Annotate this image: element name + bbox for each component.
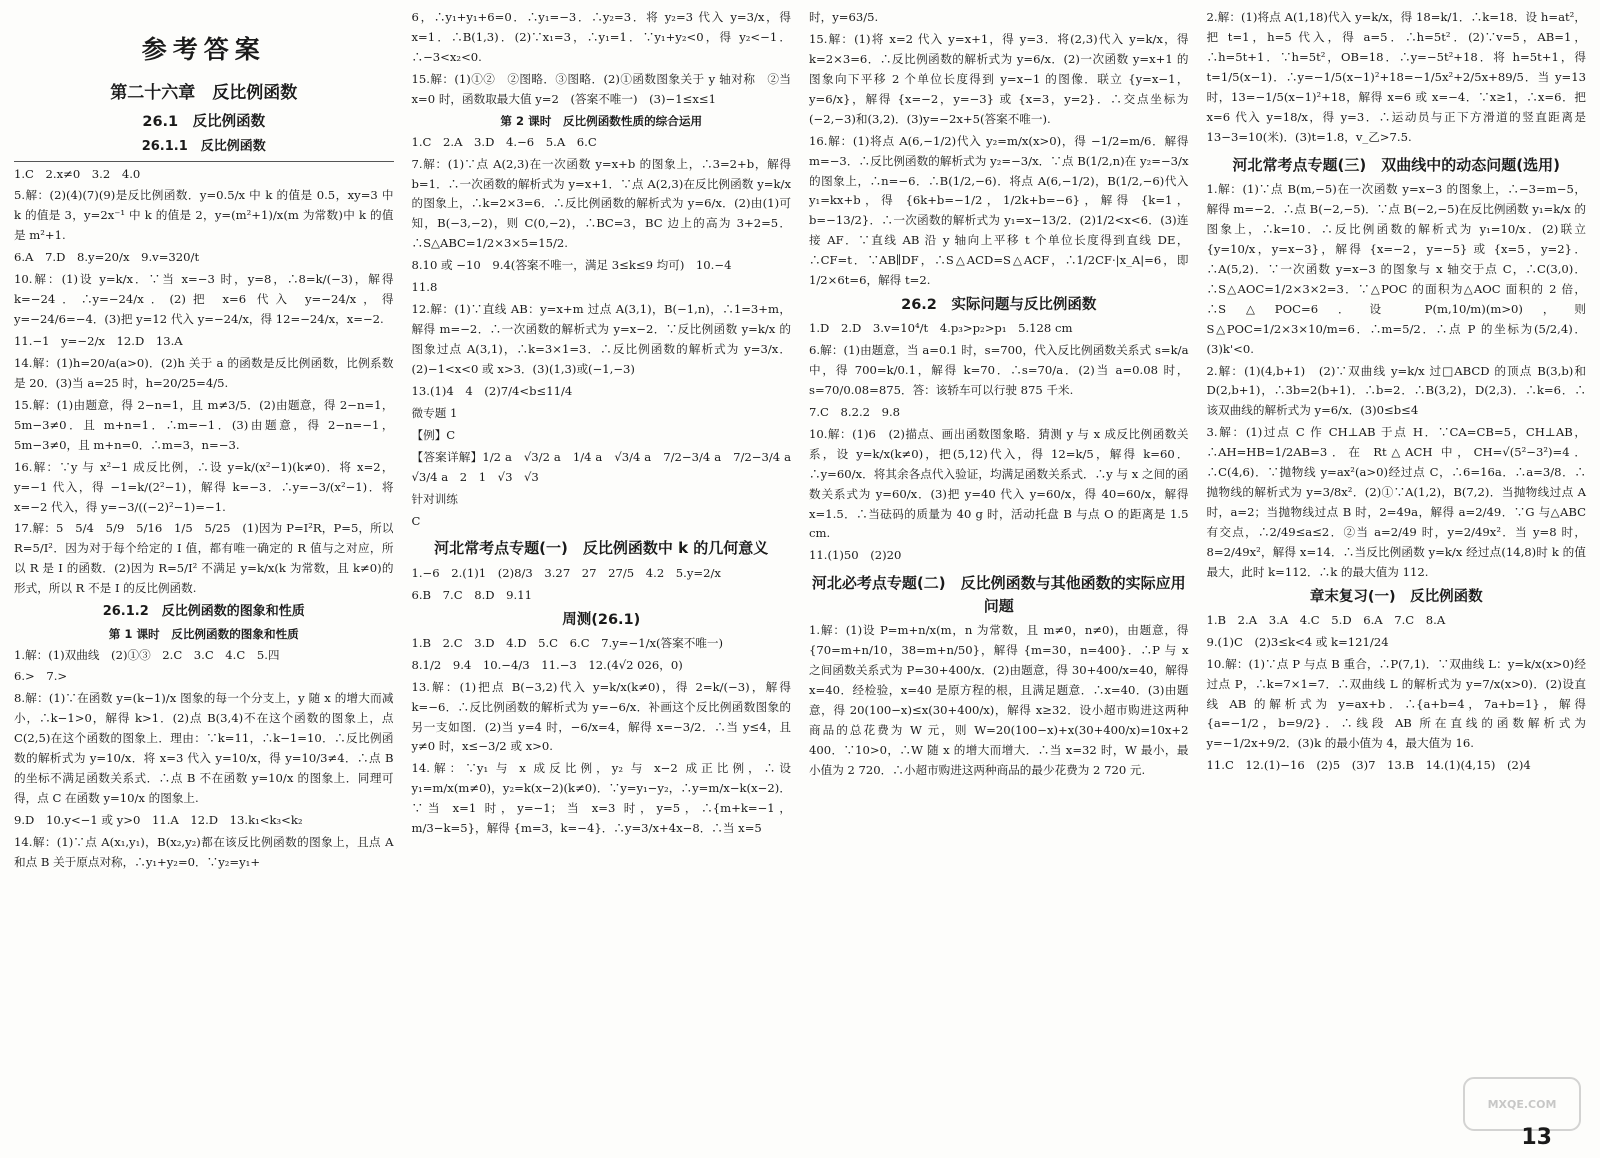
- answer-item: 14.解：(1)h=20/a(a>0)．(2)h 关于 a 的函数是反比例函数，比例系数是 20．(3)当 a=25 时，h=20/25=4/5.: [14, 355, 394, 390]
- answer-item: 针对训练: [411, 491, 458, 506]
- answer-item: 17.解：5 5/4 5/9 5/16 1/5 5/25 (1)因为 P=I²R，P=5，所以 R=5/I²．因为对于每个给定的 I 值，都有唯一确定的 R 值与之对应，所以 R 是 I 的函数．(2)因为 R=5/I² 不满足 y=k/x(k 为常数，且 k≠0)的形式，所以 R 不是 I 的反比例函数.: [14, 521, 398, 596]
- page-title: 参考答案: [141, 35, 266, 64]
- answer-item: 1.D 2.D 3.v=10⁴/t 4.p₃>p₂>p₁ 5.128 cm: [809, 321, 1073, 336]
- answer-item: 11.C 12.(1)−16 (2)5 (3)7 13.B 14.(1)(4,15) (2)4: [1206, 758, 1531, 773]
- answer-item: 15.解：(1)将 x=2 代入 y=x+1，得 y=3．将(2,3)代入 y=k/x，得 k=2×3=6．∴反比例函数的解析式为 y=6/x．(2)一次函数 y=x+1 的图象向下平移 2 个单位长度得到 y=x−1 的图像．联立 {y=x−1，y=6/x}，解得 {x=−2，y=−3} 或 {x=3，y=2}．∴交点坐标为(−2,−3)和(3,2)．(3)y=−2x+5(答案不唯一).: [809, 31, 1193, 126]
- answer-item: 1.B 2.A 3.A 4.C 5.D 6.A 7.C 8.A: [1206, 612, 1446, 627]
- answer-item: 7.解：(1)∵点 A(2,3)在一次函数 y=x+b 的图象上，∴3=2+b，解得 b=1．∴一次函数的解析式为 y=x+1．∵点 A(2,3)在反比例函数 y=k/x 的图象上，∴k=2×3=6．∴反比例函数的解析式为 y=6/x．(2)由(1)可知，B(−3,−2)，则 C(0,−2)，∴BC=3，BC 边上的高为 3+2=5．∴S△ABC=1/2×3×5=15/2.: [411, 156, 795, 251]
- answer-item: 3.解：(1)过点 C 作 CH⊥AB 于点 H．∵CA=CB=5，CH⊥AB，∴AH=HB=1/2AB=3．在 Rt△ACH 中，CH=√(5²−3²)=4．∴C(4,6)．∵抛物线 y=ax²(a>0)经过点 C，∴6=16a．∴a=3/8．∴抛物线的解析式为 y=3/8x²．(2)①∵A(1,2)，B(7,2)．当抛物线过点 A 时，a=2；当抛物线过点 B 时，2=49a，解得 a=2/49．∵G 与△ABC 有交点，∴2/49≤a≤2．②当 a=2/49 时，y=2/49x²．当 y=8 时，8=2/49x²，解得 x=14．∴当反比例函数 y=k/x 经过点(14,8)时 k 的值最大，此时 k=112．∴k 的最大值为 112.: [1206, 425, 1590, 579]
- answer-item: 8.10 或 −10 9.4(答案不唯一，满足 3≤k≤9 均可) 10.−4: [411, 258, 732, 273]
- answer-list: [14, 646, 398, 873]
- answer-list: [412, 564, 792, 606]
- answer-item: 2.解：(1)将点 A(1,18)代入 y=k/x，得 18=k/1．∴k=18．设 h=at²，把 t=1，h=5 代入，得 a=5．∴h=5t²．(2)∵v=5，AB=1，∴h=5t+1．∵h=5t²，OB=18．∴y=−5t²+18．将 h=5t+1，得 t=1/5(x−1)．∴y=−1/5(x−1)²+18=−1/5x²+2/5x+89/5．当 y=13 时，13=−1/5(x−1)²+18，解得 x=6 或 x=−4．∵x≥1，∴x=6．把 x=6 代入 y=18/x，得 y=3．∴运动员与正下方滑道的竖直距离是 13−3=10(米)．(3)t=1.8，v_乙>7.5.: [1206, 10, 1590, 144]
- special-topic-heading-3: 河北常考点专题(三) 双曲线中的动态问题(选用): [1232, 155, 1560, 174]
- weekly-test-heading: 周测(26.1): [562, 611, 641, 628]
- column-1: [14, 8, 398, 1134]
- answer-list: [411, 634, 795, 839]
- chapter-review-heading: 章末复习(一) 反比例函数: [1309, 588, 1483, 605]
- answer-list: [809, 8, 1193, 291]
- answer-item: 微专题 1: [411, 405, 458, 420]
- answer-item: 1.C 2.A 3.D 4.−6 5.A 6.C: [411, 134, 597, 149]
- answer-item: 1.B 2.C 3.D 4.D 5.C 6.C 7.y=−1/x(答案不唯一): [411, 635, 724, 650]
- answer-item: 8.1/2 9.4 10.−4/3 11.−3 12.(4√2 026，0): [411, 657, 683, 672]
- answer-item: 11.−1 y=−2/x 12.D 13.A: [14, 334, 183, 349]
- answer-item: 10.解：(1)∵点 P 与点 B 重合，∴P(7,1)．∵双曲线 L：y=k/x(x>0)经过点 P，∴k=7×1=7．∴双曲线 L 的解析式为 y=7/x(x>0)．(2)设直线 AB 的解析式为 y=ax+b．∴{a+b=4，7a+b=1}，解得 {a=−1/2，b=9/2}．∴线段 AB 所在直线的函数解析式为 y=−1/2x+9/2．(3)k 的最小值为 4，最大值为 16.: [1206, 656, 1590, 751]
- answer-list: [1206, 611, 1590, 777]
- answer-list: [14, 165, 398, 600]
- answer-list: [411, 133, 803, 532]
- answer-item: 16.解：∵y 与 x²−1 成反比例，∴设 y=k/(x²−1)(k≠0)．将 x=2，y=−1 代入，得 −1=k/(2²−1)，解得 k=−3．∴y=−3/(x²−1)．将 x=−2 代入，得 y=−3/((−2)²−1)=−1.: [14, 459, 398, 514]
- section-heading-26-2: 26.2 实际问题与反比例函数: [901, 297, 1097, 314]
- answer-list: [411, 8, 795, 110]
- chapter-title: 第二十六章 反比例函数: [110, 83, 298, 103]
- answer-item: 【例】C: [411, 427, 456, 442]
- answer-item: 6.A 7.D 8.y=20/x 9.v=320/t: [14, 250, 200, 265]
- answer-item: 11.(1)50 (2)20: [809, 548, 902, 563]
- answer-item: C: [411, 513, 421, 528]
- section-heading-26-1: 26.1 反比例函数: [142, 114, 266, 131]
- answer-item: 6，∴y₁+y₁+6=0．∴y₁=−3．∴y₂=3．将 y₂=3 代入 y=3/x，得 x=1．∴B(1,3)．(2)∵x₁=3，∴y₁=1．∵y₁+y₂<0，得 y₂<−1．∴−3<x₂<0.: [411, 10, 795, 64]
- answer-item: 12.解：(1)∵直线 AB：y=x+m 过点 A(3,1)，B(−1,n)，∴1=3+m，解得 m=−2．∴一次函数的解析式为 y=x−2．∵反比例函数 y=k/x 的图象过点 A(3,1)，∴k=3×1=3．∴反比例函数的解析式为 y=3/x．(2)−1<x<0 或 x>3．(3)(1,3)或(−1,−3): [411, 302, 791, 376]
- lesson-heading-1: 第 1 课时 反比例函数的图象和性质: [108, 626, 299, 641]
- special-topic-heading-1: 河北常考点专题(一) 反比例函数中 k 的几何意义: [434, 539, 769, 558]
- answer-item: 9.(1)C (2)3≤k<4 或 k=121/24: [1206, 634, 1389, 649]
- answer-item: 10.解：(1)设 y=k/x．∵当 x=−3 时，y=8，∴8=k/(−3)，解得 k=−24．∴y=−24/x．(2)把 x=6 代入 y=−24/x，得 y=−24/6=−4．(3)把 y=12 代入 y=−24/x，得 12=−24/x，x=−2.: [14, 272, 398, 327]
- answer-item: 1.解：(1)双曲线 (2)①③ 2.C 3.C 4.C 5.四: [14, 647, 280, 662]
- answer-item: 5.解：(2)(4)(7)(9)是反比例函数．y=0.5/x 中 k 的值是 0.5，xy=3 中 k 的值是 3，y=2x⁻¹ 中 k 的值是 2，y=(m²+1)/x(m 为常数)中 k 的值是 m²+1.: [14, 188, 398, 243]
- answer-item: 9.D 10.y<−1 或 y>0 11.A 12.D 13.k₁<k₃<k₂: [14, 813, 303, 828]
- watermark-logo: [1462, 1076, 1582, 1132]
- answer-item: 1.解：(1)设 P=m+n/x(m，n 为常数，且 m≠0，n≠0)，由题意，得 {70=m+n/10，38=m+n/50}，解得 {m=30，n=400}．∴P 与 x 之间函数关系式为 P=30+400/x．(2)由题意，得 30+400/x=40，解得 x=40．经检验，x=40 是原方程的根，且满足题意．∴x=40．(3)由题意，得 20(100−x)≤x(30+400/x)，解得 x≥32．设小超市购进这两种商品的总花费为 W 元，则 W=20(100−x)+x(30+400/x)=10x+2 400．∵10>0，∴W 随 x 的增大而增大．∴当 x=32 时，W 最小，最小值为 2 720．∴小超市购进这两种商品的最少花费为 2 720 元.: [809, 623, 1193, 777]
- section-heading-26-1-1: 26.1.1 反比例函数: [141, 139, 266, 155]
- column-3: [809, 8, 1193, 1134]
- answer-list: [1206, 8, 1590, 148]
- answer-item: 16.解：(1)将点 A(6,−1/2)代入 y₂=m/x(x>0)，得 −1/2=m/6．解得 m=−3．∴反比例函数的解析式为 y₂=−3/x．∵点 B(1/2,n)在 y₂=−3/x 的图象上，∴n=−6．∴B(1/2,−6)．将点 A(6,−1/2)，B(1/2,−6)代入 y₁=kx+b，得 {6k+b=−1/2，1/2k+b=−6}，解得 {k=1，b=−13/2}．∴一次函数的解析式为 y₁=x−13/2．(2)1/2<x<6．(3)连接 AF．∵直线 AB 沿 y 轴向上平移 t 个单位长度得到直线 DE，∴CF=t．∵AB∥DF，∴S△ACD=S△ACF，∴1/2CF·|x_A|=6，即 1/2×6t=6，解得 t=2.: [809, 133, 1193, 288]
- watermark-text: MXQE.COM: [1487, 1097, 1557, 1111]
- answer-list: [809, 319, 1193, 566]
- answer-item: 15.解：(1)①② ②图略．③图略．(2)①函数图象关于 y 轴对称 ②当 x=0 时，函数取最大值 y=2 (答案不唯一) (3)−1≤x≤1: [411, 71, 795, 106]
- divider: [14, 161, 394, 162]
- lesson-heading-2: 第 2 课时 反比例函数性质的综合运用: [500, 113, 703, 128]
- answer-item: 13.(1)4 4 (2)7/4<b≤11/4: [411, 383, 573, 398]
- answer-item: 7.C 8.2.2 9.8: [809, 404, 901, 419]
- answer-list: [1206, 180, 1590, 583]
- page-number: 13: [1521, 1125, 1552, 1150]
- answer-item: 1.解：(1)∵点 B(m,−5)在一次函数 y=x−3 的图象上，∴−3=m−5，解得 m=−2．∴点 B(−2,−5)．∵点 B(−2,−5)在反比例函数 y₁=k/x 的图象上，∴k=10．∴反比例函数的解析式为 y₁=10/x．(2)联立 {y=10/x，y=x−3}，解得 {x=−2，y=−5} 或 {x=5，y=2}．∴A(5,2)．∵一次函数 y=x−3 的图象与 x 轴交于点 C，∴C(3,0)．∴S△AOC=1/2×3×2=3．∵△POC 的面积为△AOC 面积的 2 倍，∴S△POC=6．设 P(m,10/m)(m>0)，则 S△POC=1/2×3×10/m=6．∴m=5/2．∴点 P 的坐标为(5/2,4)．(3)k'<0.: [1206, 182, 1590, 356]
- answer-item: 8.解：(1)∵在函数 y=(k−1)/x 图象的每一个分支上，y 随 x 的增大而减小，∴k−1>0，解得 k>1．(2)点 B(3,4)不在这个函数的图象上，点 C(2,5)在这个函数的图象上．理由：∵k=11，∴k−1=10．∴反比例函数的解析式为 y=10/x．将 x=3 代入 y=10/x，得 y=10/3≠4．∴点 B 的坐标不满足函数关系式．∴点 B 不在函数 y=10/x 的图象上．同理可得，点 C 在函数 y=10/x 的图象上.: [14, 691, 398, 806]
- answer-item: 6.> 7.>: [14, 669, 68, 684]
- column-4: [1206, 8, 1590, 1134]
- answer-item: 1.−6 2.(1)1 (2)8/3 3.27 27 27/5 4.2 5.y=2/x: [411, 565, 721, 580]
- answer-item: 15.解：(1)由题意，得 2−n=1，且 m≠3/5．(2)由题意，得 2−n=1，5m−3≠0．且 m+n=1．∴m=−1．(3)由题意，得 2−n=−1，5m−3≠0，且 m+n=0．∴m=3，n=−3.: [14, 397, 394, 452]
- section-heading-26-1-2: 26.1.2 反比例函数的图象和性质: [102, 604, 305, 620]
- answer-item: 14.解：(1)∵点 A(x₁,y₁)，B(x₂,y₂)都在该反比例函数的图象上，且点 A 和点 B 关于原点对称，∴y₁+y₂=0．∵y₂=y₁+: [14, 834, 398, 869]
- answer-list: [809, 621, 1193, 781]
- column-2: [411, 8, 803, 1134]
- answer-item: 10.解：(1)6 (2)描点、画出函数图象略．猜测 y 与 x 成反比例函数关系，设 y=k/x(k≠0)，把(5,12)代入，得 12=k/5，解得 k=60．∴y=60/x．将其余各点代入验证，均满足函数关系式．∴y 与 x 之间的函数关系式为 y=60/x．(3)把 y=40 代入 y=60/x，得 40=60/x，解得 x=1.5．∴当砝码的质量为 40 g 时，活动托盘 B 与点 O 的距离是 1.5 cm.: [809, 426, 1193, 541]
- answer-item: 1.C 2.x≠0 3.2 4.0: [14, 166, 141, 181]
- answer-item: 6.解：(1)由题意，当 a=0.1 时，s=700，代入反比例函数关系式 s=k/a 中，得 700=k/0.1，解得 k=70．∴s=70/a．(2)当 a=0.08 时，s=70/0.08=875．答：该轿车可以行驶 875 千米.: [809, 343, 1193, 397]
- answer-item: 11.8: [411, 280, 438, 295]
- answer-item: 2.解：(1)(4,b+1) (2)∵双曲线 y=k/x 过□ABCD 的顶点 B(3,b)和 D(2,b+1)，∴3b=2(b+1)．∴b=2．∴B(3,2)，D(2,3)．∴k=6．∴该双曲线的解析式为 y=6/x．(3)0≤b≤4: [1206, 363, 1590, 418]
- answer-item: 6.B 7.C 8.D 9.11: [411, 587, 532, 602]
- special-topic-heading-2: 河北必考点专题(二) 反比例函数与其他函数的实际应用问题: [811, 574, 1186, 615]
- answer-item: 时，y=63/5.: [809, 10, 879, 24]
- answer-item: 13.解：(1)把点 B(−3,2)代入 y=k/x(k≠0)，得 2=k/(−3)，解得 k=−6．∴反比例函数的解析式为 y=−6/x．补画这个反比例函数图象的另一支如图．(2)当 y=4 时，−6/x=4，解得 x=−3/2．∴当 y≤4，且 y≠0 时，x≤−3/2 或 x>0.: [411, 679, 795, 754]
- answer-item: 【答案详解】1/2 a √3/2 a 1/4 a √3/4 a 7/2−3/4 a 7/2−3/4 a √3/4 a 2 1 √3 √3: [411, 449, 803, 484]
- answer-item: 14.解：∵y₁ 与 x 成反比例，y₂ 与 x−2 成正比例，∴设 y₁=m/x(m≠0)，y₂=k(x−2)(k≠0)．∵y=y₁−y₂，∴y=m/x−k(x−2)．∵当 x=1 时，y=−1；当 x=3 时，y=5，∴{m+k=−1，m/3−k=5}，解得 {m=3，k=−4}．∴y=3/x+4x−8．∴当 x=5: [411, 761, 795, 836]
